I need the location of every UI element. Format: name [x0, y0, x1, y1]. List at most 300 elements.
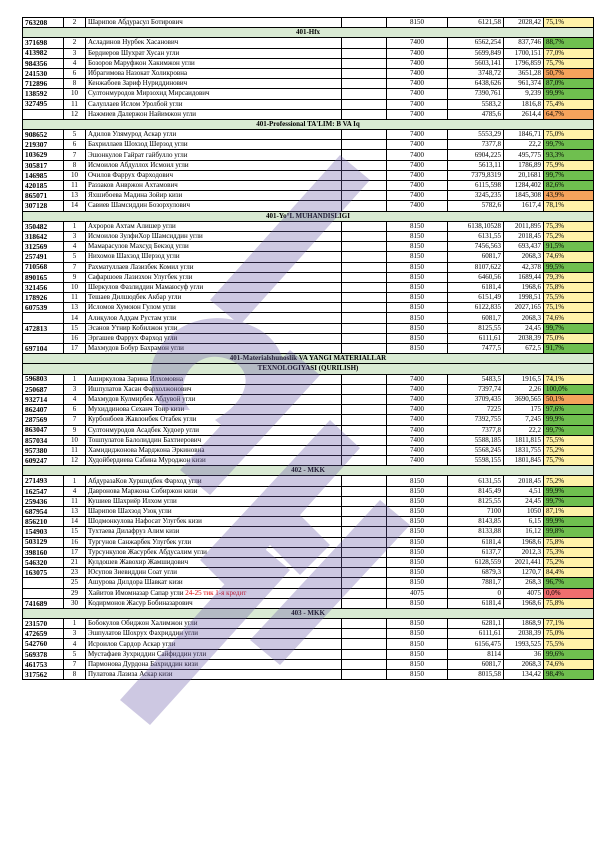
- contract-amount: 8150: [387, 496, 448, 506]
- student-id: 317562: [23, 670, 64, 680]
- paid-amount: 6281,1: [448, 619, 504, 629]
- table-row: [23, 293, 594, 303]
- contract-amount: 8150: [387, 333, 448, 343]
- table-row: [23, 130, 594, 140]
- student-name: Яхшибоева Мадина Зойир кизи: [86, 191, 342, 201]
- remaining-amount: 175: [504, 405, 544, 415]
- remaining-amount: 268,3: [504, 578, 544, 588]
- student-name: Исломов Хумоюн Гулом угли: [86, 303, 342, 313]
- student-name: Асладинов Нурбек Хасанович: [86, 38, 342, 48]
- student-id: 503129: [23, 537, 64, 547]
- contract-amount: 8150: [387, 344, 448, 354]
- remaining-amount: 1968,6: [504, 537, 544, 547]
- student-name: Турсункулов Жасурбек Абдусалим угли: [86, 547, 342, 557]
- row-number: 3: [64, 384, 86, 394]
- student-id: [23, 588, 64, 598]
- remaining-amount: 1700,151: [504, 48, 544, 58]
- remaining-amount: 2011,895: [504, 221, 544, 231]
- remaining-amount: 1811,815: [504, 435, 544, 445]
- section-title: 401-Hfx: [23, 28, 594, 38]
- student-name: Шеркулов Фазлиддин Мамаюсуф угли: [86, 282, 342, 292]
- student-id: 271493: [23, 476, 64, 486]
- table-row: [23, 445, 594, 455]
- empty-cell: [342, 242, 387, 252]
- table-row: [23, 140, 594, 150]
- row-number: 10: [64, 89, 86, 99]
- payment-percent: 75,2%: [544, 557, 594, 567]
- row-number: 25: [64, 578, 86, 588]
- empty-cell: [342, 181, 387, 191]
- payment-percent: 75,2%: [544, 231, 594, 241]
- paid-amount: 6151,49: [448, 293, 504, 303]
- contract-amount: 8150: [387, 303, 448, 313]
- student-id: 857034: [23, 435, 64, 445]
- student-id: 908652: [23, 130, 64, 140]
- row-number: 23: [64, 568, 86, 578]
- student-id: 607539: [23, 303, 64, 313]
- empty-cell: [342, 384, 387, 394]
- table-row: [23, 303, 594, 313]
- table-row: [23, 109, 594, 119]
- table-row: [23, 415, 594, 425]
- student-name: Ашурова Дилдора Шавкат кизи: [86, 578, 342, 588]
- contract-amount: 8150: [387, 537, 448, 547]
- student-id: 420185: [23, 181, 64, 191]
- remaining-amount: 2,26: [504, 384, 544, 394]
- table-row: [23, 160, 594, 170]
- table-row: [23, 588, 594, 598]
- remaining-amount: 22,2: [504, 425, 544, 435]
- student-name: Исмоилов Абдуллох Исмоил угли: [86, 160, 342, 170]
- paid-amount: 7477,5: [448, 344, 504, 354]
- row-number: 2: [64, 18, 86, 28]
- contract-amount: 7400: [387, 170, 448, 180]
- section-title: 401-Yo°L MUHANDISLIGI: [23, 211, 594, 221]
- row-number: 3: [64, 629, 86, 639]
- table-row: [23, 405, 594, 415]
- table-row: [23, 456, 594, 466]
- contract-amount: 7400: [387, 405, 448, 415]
- student-id: 305817: [23, 160, 64, 170]
- remaining-amount: 1846,71: [504, 130, 544, 140]
- paid-amount: 6128,559: [448, 557, 504, 567]
- payment-percent: 84,4%: [544, 568, 594, 578]
- student-name: Аширкулова Зарина Илхомовна: [86, 374, 342, 384]
- row-number: 11: [64, 293, 86, 303]
- payment-percent: 99,7%: [544, 425, 594, 435]
- contract-amount: 8150: [387, 231, 448, 241]
- empty-cell: [342, 527, 387, 537]
- student-name: Худойбердиева Сабина Муроджон кизи: [86, 456, 342, 466]
- empty-cell: [342, 415, 387, 425]
- empty-cell: [342, 79, 387, 89]
- empty-cell: [342, 201, 387, 211]
- section-header-row: [23, 466, 594, 476]
- remaining-amount: 1916,5: [504, 374, 544, 384]
- paid-amount: 7397,74: [448, 384, 504, 394]
- remaining-amount: 837,746: [504, 38, 544, 48]
- paid-amount: 6904,225: [448, 150, 504, 160]
- row-number: 5: [64, 130, 86, 140]
- table-row: [23, 578, 594, 588]
- student-id: 472659: [23, 629, 64, 639]
- remaining-amount: 1796,859: [504, 58, 544, 68]
- student-id: 569378: [23, 649, 64, 659]
- remaining-amount: 1284,402: [504, 181, 544, 191]
- row-number: 13: [64, 191, 86, 201]
- row-number: 1: [64, 221, 86, 231]
- student-id: 257491: [23, 252, 64, 262]
- student-name: АбдуразаКов Хуршидбек Фарход угли: [86, 476, 342, 486]
- remaining-amount: 2018,45: [504, 231, 544, 241]
- row-number: 6: [64, 405, 86, 415]
- payment-percent: 75,7%: [544, 456, 594, 466]
- student-id: 865071: [23, 191, 64, 201]
- student-name: Махмудов Кулмирбек Абдувой угли: [86, 394, 342, 404]
- remaining-amount: 1968,6: [504, 282, 544, 292]
- contract-amount: 8150: [387, 313, 448, 323]
- paid-amount: 7390,761: [448, 89, 504, 99]
- payment-percent: 75,7%: [544, 58, 594, 68]
- student-name: Мухиддинова Сеханч Тоир кизи: [86, 405, 342, 415]
- remaining-amount: 2012,3: [504, 547, 544, 557]
- payment-percent: 99,9%: [544, 89, 594, 99]
- student-name: Бердиеров Шухрат Хусан угли: [86, 48, 342, 58]
- payment-percent: 50,1%: [544, 394, 594, 404]
- contract-amount: 7400: [387, 415, 448, 425]
- empty-cell: [342, 507, 387, 517]
- student-name: Мустафаев Зухриддин Сайфиддин угли: [86, 649, 342, 659]
- section-header-row: [23, 354, 594, 364]
- remaining-amount: 4,51: [504, 486, 544, 496]
- contract-amount: 8150: [387, 507, 448, 517]
- paid-amount: 6181,4: [448, 282, 504, 292]
- row-number: 8: [64, 160, 86, 170]
- contract-amount: 8150: [387, 272, 448, 282]
- contract-amount: 8150: [387, 517, 448, 527]
- row-number: 3: [64, 231, 86, 241]
- remaining-amount: 2068,3: [504, 659, 544, 669]
- row-number: 8: [64, 670, 86, 680]
- remaining-amount: 1816,8: [504, 99, 544, 109]
- student-id: 103629: [23, 150, 64, 160]
- payment-percent: 99,9%: [544, 486, 594, 496]
- payment-percent: 87,0%: [544, 79, 594, 89]
- empty-cell: [342, 313, 387, 323]
- table-row: [23, 252, 594, 262]
- empty-cell: [342, 170, 387, 180]
- contract-amount: 8150: [387, 639, 448, 649]
- paid-amount: 8015,58: [448, 670, 504, 680]
- empty-cell: [342, 588, 387, 598]
- paid-amount: 5588,185: [448, 435, 504, 445]
- paid-amount: 5603,141: [448, 58, 504, 68]
- student-name: Нажмиев Далержон Найимжон угли: [86, 109, 342, 119]
- table-row: [23, 425, 594, 435]
- payment-percent: 77,1%: [544, 619, 594, 629]
- payment-percent: 74,6%: [544, 252, 594, 262]
- paid-amount: 8145,49: [448, 486, 504, 496]
- paid-amount: 7377,8: [448, 140, 504, 150]
- row-number: 7: [64, 659, 86, 669]
- student-name: Кодирмонов Жасур Бобиназарович: [86, 598, 342, 608]
- contract-amount: 7400: [387, 68, 448, 78]
- payment-percent: 87,1%: [544, 507, 594, 517]
- student-name: Савиев Шамсиддин Бозорхулович: [86, 201, 342, 211]
- empty-cell: [342, 517, 387, 527]
- remaining-amount: 24,45: [504, 496, 544, 506]
- payment-percent: 98,4%: [544, 670, 594, 680]
- student-id: 154903: [23, 527, 64, 537]
- payment-percent: 75,8%: [544, 282, 594, 292]
- paid-amount: 6156,475: [448, 639, 504, 649]
- student-id: 327495: [23, 99, 64, 109]
- remaining-amount: 2027,165: [504, 303, 544, 313]
- student-name: [86, 588, 342, 598]
- contract-amount: 8150: [387, 323, 448, 333]
- student-name: Шодмонкулова Нафосат Улугбек кизи: [86, 517, 342, 527]
- table-row: [23, 150, 594, 160]
- row-number: 11: [64, 445, 86, 455]
- empty-cell: [342, 374, 387, 384]
- contract-amount: 8150: [387, 293, 448, 303]
- student-id: 472813: [23, 323, 64, 333]
- payment-percent: 99,7%: [544, 323, 594, 333]
- student-id: 163075: [23, 568, 64, 578]
- row-number: 7: [64, 415, 86, 425]
- contract-amount: 8150: [387, 252, 448, 262]
- student-name: Эшпулатов Шохрух Фахриддин угли: [86, 629, 342, 639]
- table-row: [23, 486, 594, 496]
- empty-cell: [342, 18, 387, 28]
- remaining-amount: 1968,6: [504, 598, 544, 608]
- student-id: 862407: [23, 405, 64, 415]
- payment-percent: 74,6%: [544, 659, 594, 669]
- empty-cell: [342, 537, 387, 547]
- remaining-amount: 495,775: [504, 150, 544, 160]
- contract-amount: 8150: [387, 282, 448, 292]
- student-name: Эсанов Утнир Кобилжон угли: [86, 323, 342, 333]
- table-row: [23, 435, 594, 445]
- remaining-amount: 2018,45: [504, 476, 544, 486]
- table-row: [23, 282, 594, 292]
- student-id: 763208: [23, 18, 64, 28]
- student-name: Алиқулов Адҳам Рустам угли: [86, 313, 342, 323]
- row-number: 1: [64, 476, 86, 486]
- payment-percent: 99,5%: [544, 262, 594, 272]
- student-name: Ибрагимова Назокат Холикровна: [86, 68, 342, 78]
- table-row: [23, 670, 594, 680]
- contract-amount: 8150: [387, 568, 448, 578]
- empty-cell: [342, 557, 387, 567]
- payment-percent: 75,0%: [544, 629, 594, 639]
- student-id: 542760: [23, 639, 64, 649]
- student-name: Султонмуродов Асадбек Худоер угли: [86, 425, 342, 435]
- table-row: [23, 659, 594, 669]
- empty-cell: [342, 568, 387, 578]
- payment-percent: 74,1%: [544, 374, 594, 384]
- payment-percent: 75,5%: [544, 293, 594, 303]
- student-name-text: Хайитов Имомназар Сапар угли: [88, 588, 184, 597]
- payment-percent: 91,5%: [544, 242, 594, 252]
- row-number: 9: [64, 272, 86, 282]
- row-number: 13: [64, 507, 86, 517]
- student-id: 712896: [23, 79, 64, 89]
- remaining-amount: 1617,4: [504, 201, 544, 211]
- row-number: 3: [64, 48, 86, 58]
- remaining-amount: 7,245: [504, 415, 544, 425]
- empty-cell: [342, 496, 387, 506]
- row-number: 7: [64, 262, 86, 272]
- table-row: [23, 68, 594, 78]
- student-name: Хамидиджонова Марджона Эркиновна: [86, 445, 342, 455]
- table-row: [23, 242, 594, 252]
- table-row: [23, 639, 594, 649]
- remaining-amount: 6,15: [504, 517, 544, 527]
- student-id: 307128: [23, 201, 64, 211]
- table-row: [23, 507, 594, 517]
- credit-note: 24-25 тик 1-я кредит: [183, 588, 247, 597]
- empty-cell: [342, 191, 387, 201]
- empty-cell: [342, 323, 387, 333]
- remaining-amount: 2028,42: [504, 18, 544, 28]
- payment-percent: 75,9%: [544, 160, 594, 170]
- payment-percent: 96,7%: [544, 578, 594, 588]
- student-id: 312569: [23, 242, 64, 252]
- student-id: 957380: [23, 445, 64, 455]
- payment-percent: 78,1%: [544, 201, 594, 211]
- payment-percent: 75,0%: [544, 333, 594, 343]
- student-name: Кулдошев Жавохир Жамшидович: [86, 557, 342, 567]
- table-row: [23, 272, 594, 282]
- table-row: [23, 18, 594, 28]
- empty-cell: [342, 547, 387, 557]
- table-row: [23, 58, 594, 68]
- empty-cell: [342, 456, 387, 466]
- row-number: 4: [64, 486, 86, 496]
- section-header-row: [23, 28, 594, 38]
- row-number: 30: [64, 598, 86, 608]
- payment-percent: 99,7%: [544, 496, 594, 506]
- contract-amount: 7400: [387, 201, 448, 211]
- student-id: 890165: [23, 272, 64, 282]
- remaining-amount: 2068,3: [504, 252, 544, 262]
- contract-amount: 8150: [387, 242, 448, 252]
- paid-amount: 8107,622: [448, 262, 504, 272]
- empty-cell: [342, 58, 387, 68]
- remaining-amount: 20,1681: [504, 170, 544, 180]
- paid-amount: 6137,7: [448, 547, 504, 557]
- payment-percent: 50,7%: [544, 68, 594, 78]
- table-row: [23, 344, 594, 354]
- contract-amount: 7400: [387, 181, 448, 191]
- row-number: 15: [64, 527, 86, 537]
- row-number: 7: [64, 150, 86, 160]
- paid-amount: 7100: [448, 507, 504, 517]
- section-header-row: [23, 119, 594, 129]
- remaining-amount: 134,42: [504, 670, 544, 680]
- paid-amount: 5598,155: [448, 456, 504, 466]
- student-id: 287569: [23, 415, 64, 425]
- contract-amount: 8150: [387, 629, 448, 639]
- contract-amount: 8150: [387, 659, 448, 669]
- contract-amount: 8150: [387, 476, 448, 486]
- empty-cell: [342, 670, 387, 680]
- paid-amount: 6181,4: [448, 537, 504, 547]
- payment-percent: 75,8%: [544, 537, 594, 547]
- remaining-amount: 1845,308: [504, 191, 544, 201]
- contract-amount: 8150: [387, 18, 448, 28]
- payment-percent: 75,5%: [544, 435, 594, 445]
- contract-amount: 8150: [387, 670, 448, 680]
- row-number: 21: [64, 557, 86, 567]
- table-row: [23, 313, 594, 323]
- student-name: Очилов Фаррух Фарходович: [86, 170, 342, 180]
- table-row: [23, 619, 594, 629]
- payment-percent: 74,6%: [544, 313, 594, 323]
- empty-cell: [342, 140, 387, 150]
- empty-cell: [342, 68, 387, 78]
- empty-cell: [342, 303, 387, 313]
- student-id: 609247: [23, 456, 64, 466]
- contract-amount: 7400: [387, 99, 448, 109]
- student-name: Рахматуллаев Лазизбек Комил угли: [86, 262, 342, 272]
- contract-amount: 7400: [387, 456, 448, 466]
- student-id: 398160: [23, 547, 64, 557]
- empty-cell: [342, 293, 387, 303]
- student-name: Адилов Улямурод Аскар угли: [86, 130, 342, 140]
- row-number: 16: [64, 537, 86, 547]
- paid-amount: 8133,88: [448, 527, 504, 537]
- remaining-amount: 1868,9: [504, 619, 544, 629]
- student-id: 138592: [23, 89, 64, 99]
- row-number: 14: [64, 517, 86, 527]
- payment-percent: 79,3%: [544, 272, 594, 282]
- paid-amount: 6122,835: [448, 303, 504, 313]
- row-number: 15: [64, 323, 86, 333]
- paid-amount: 5613,11: [448, 160, 504, 170]
- student-id: 413982: [23, 48, 64, 58]
- table-row: [23, 384, 594, 394]
- student-name: Нихомов Шахзод Шерзод угли: [86, 252, 342, 262]
- contract-amount: 8150: [387, 262, 448, 272]
- paid-amount: 5583,2: [448, 99, 504, 109]
- student-id: 146985: [23, 170, 64, 180]
- empty-cell: [342, 99, 387, 109]
- remaining-amount: 3690,565: [504, 394, 544, 404]
- paid-amount: 6438,626: [448, 79, 504, 89]
- student-name: Исмоилов ЗулфиХор Шамсиддин угли: [86, 231, 342, 241]
- remaining-amount: 24,45: [504, 323, 544, 333]
- remaining-amount: 1993,525: [504, 639, 544, 649]
- remaining-amount: 2021,441: [504, 557, 544, 567]
- row-number: 11: [64, 181, 86, 191]
- empty-cell: [342, 425, 387, 435]
- paid-amount: 6111,61: [448, 333, 504, 343]
- table-row: [23, 48, 594, 58]
- contract-amount: 4075: [387, 588, 448, 598]
- payment-percent: 75,8%: [544, 598, 594, 608]
- table-row: [23, 79, 594, 89]
- row-number: 2: [64, 38, 86, 48]
- table-row: [23, 181, 594, 191]
- empty-cell: [342, 445, 387, 455]
- payment-percent: 88,7%: [544, 38, 594, 48]
- paid-amount: 6081,7: [448, 313, 504, 323]
- table-row: [23, 537, 594, 547]
- row-number: 6: [64, 68, 86, 78]
- empty-cell: [342, 619, 387, 629]
